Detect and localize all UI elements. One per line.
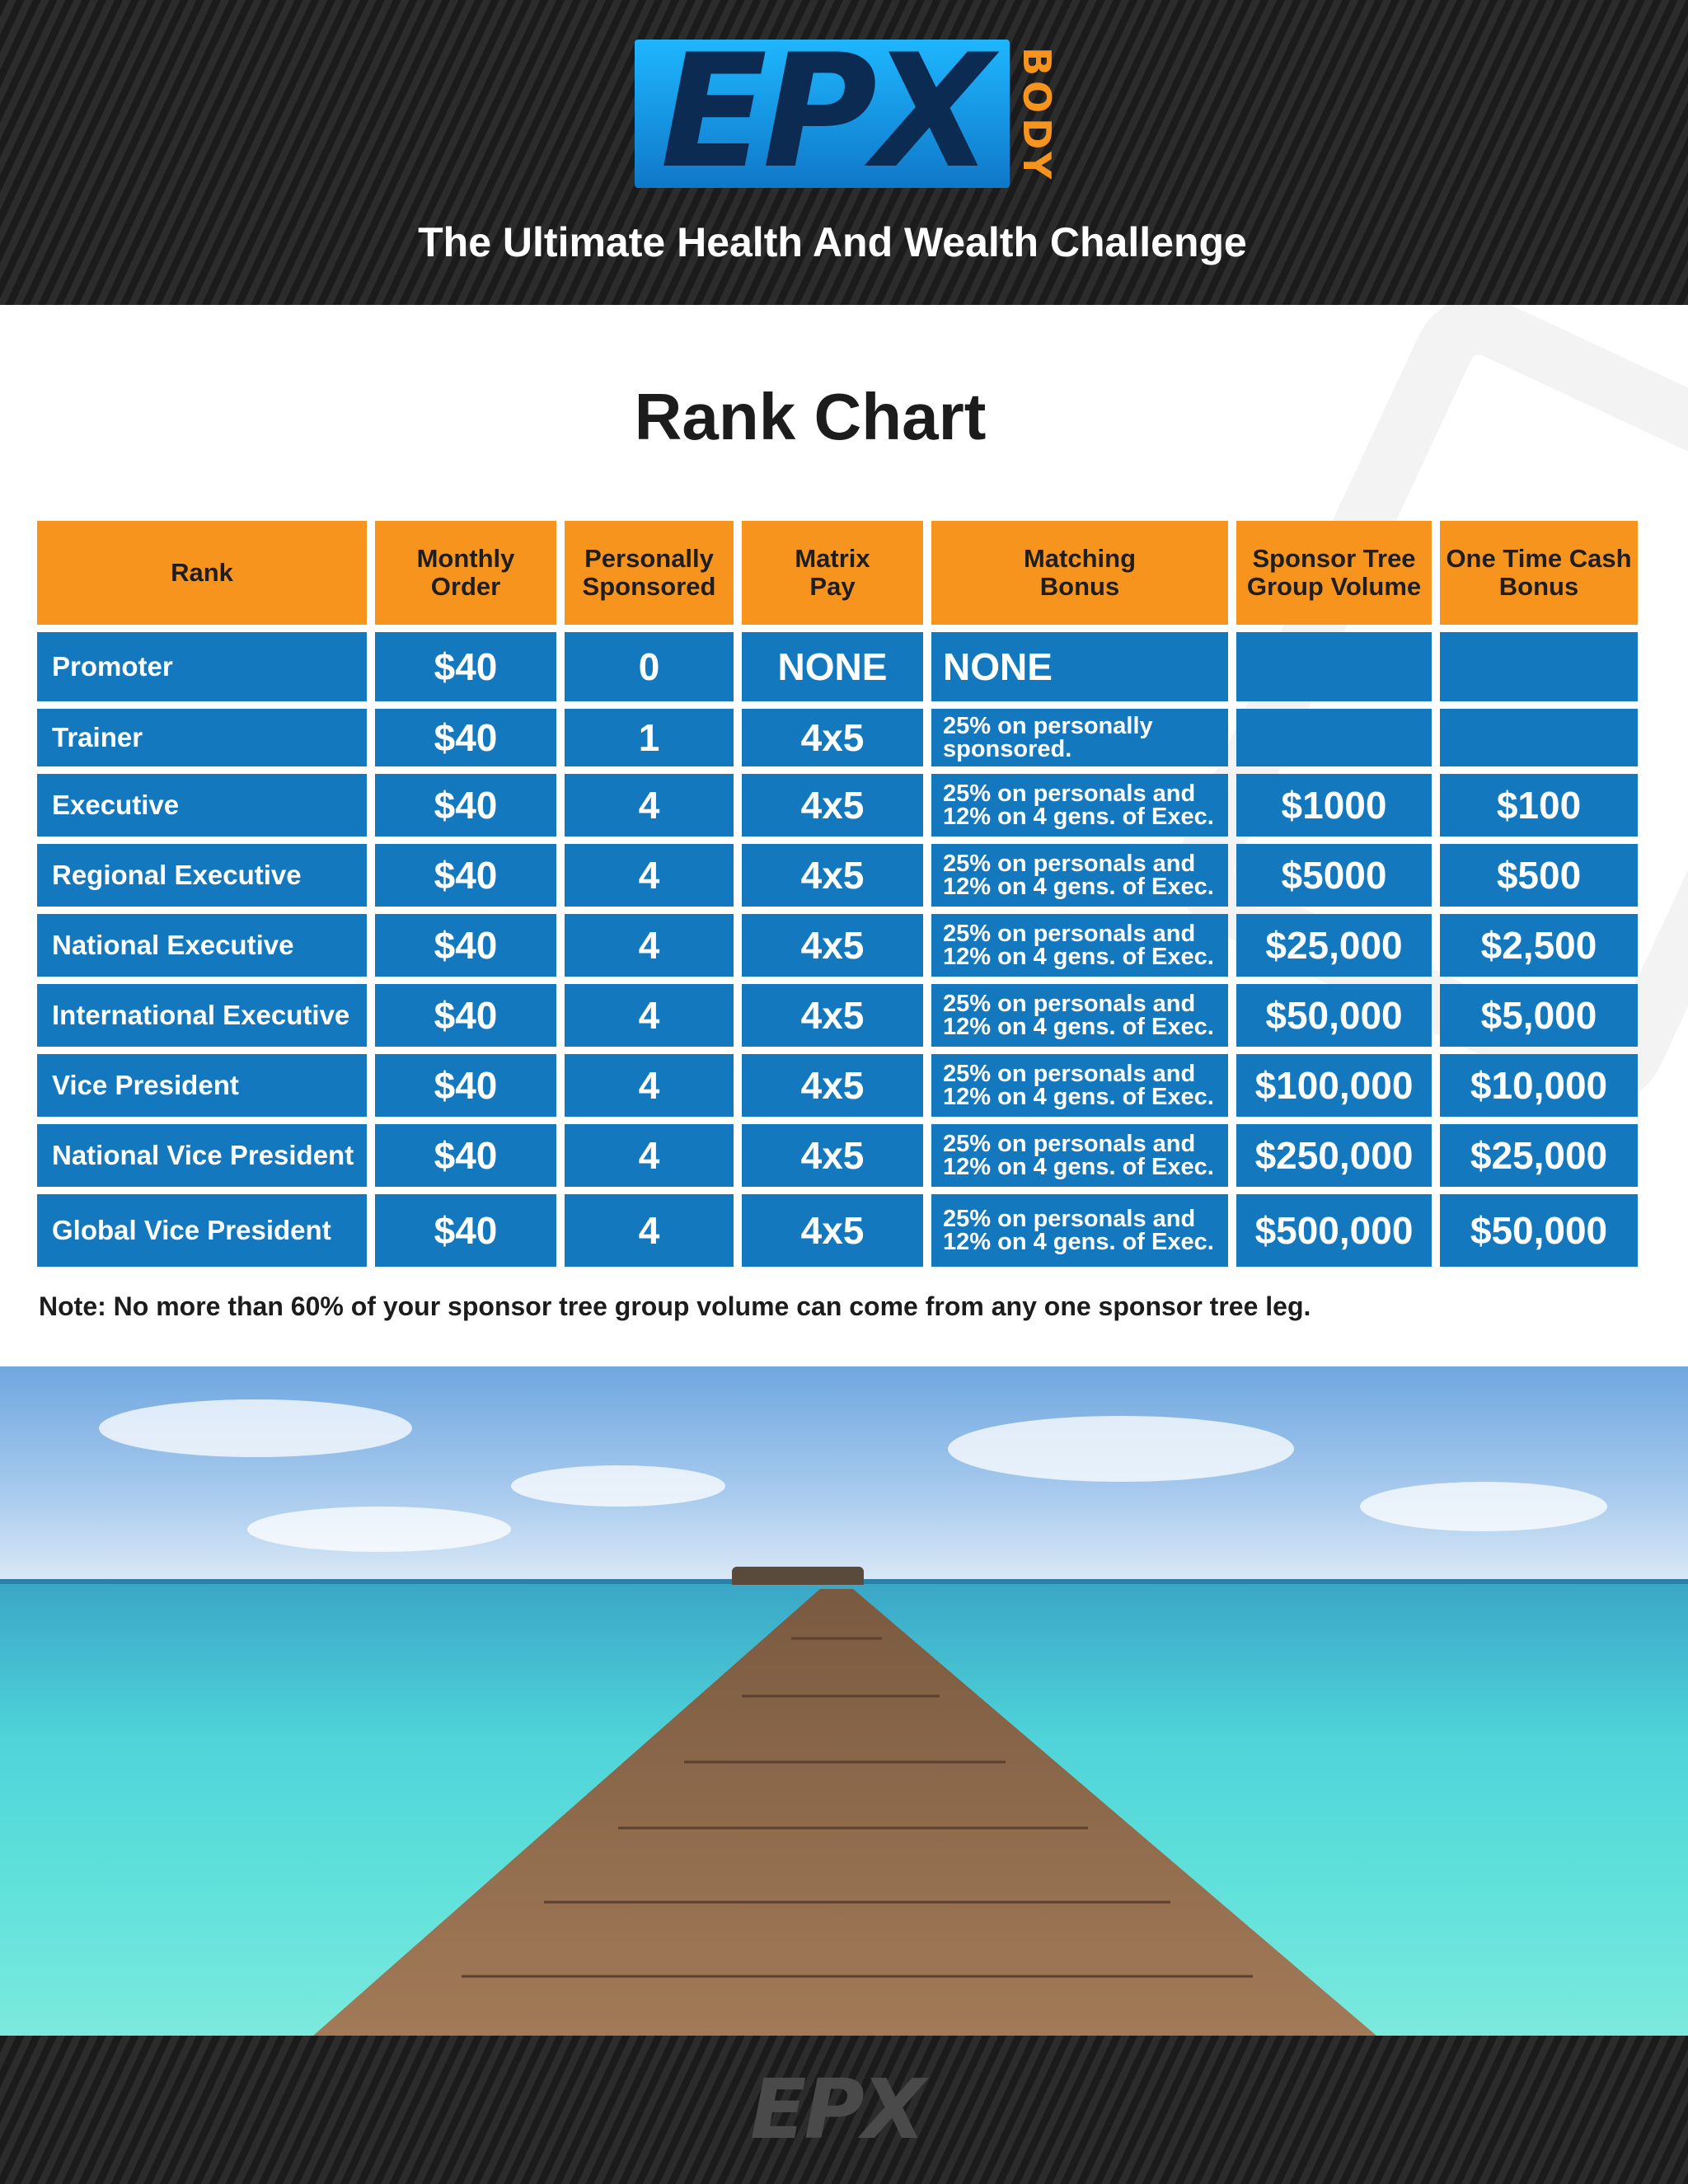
cash-bonus-cell: $2,500 [1440, 914, 1638, 977]
rank-cell: Trainer [37, 709, 367, 766]
column-header [37, 521, 367, 625]
logo-text: EPX [660, 21, 988, 203]
personally-sponsored-cell: 4 [565, 914, 734, 977]
matching-bonus-line: 25% on personals and [943, 1206, 1196, 1232]
matching-bonus-cell [931, 1054, 1228, 1117]
personally-sponsored-cell: 4 [565, 774, 734, 837]
personally-sponsored-cell: 4 [565, 1124, 734, 1187]
column-header-line: Sponsor Tree [1252, 544, 1416, 573]
group-volume-cell: $5000 [1236, 844, 1432, 907]
matching-bonus-line: 12% on 4 gens. of Exec. [943, 1229, 1214, 1255]
group-volume-cell [1236, 632, 1432, 701]
table-row [37, 984, 1638, 1047]
group-volume-cell: $250,000 [1236, 1124, 1432, 1187]
column-header-line: Matrix [795, 544, 870, 573]
monthly-order-cell: $40 [375, 984, 556, 1047]
personally-sponsored-cell: 4 [565, 844, 734, 907]
matrix-pay-cell: 4x5 [742, 984, 923, 1047]
table-row [37, 914, 1638, 977]
monthly-order-cell: $40 [375, 1124, 556, 1187]
pier-deck [313, 1589, 1376, 2036]
matching-bonus-cell: NONE [931, 632, 1228, 701]
matching-bonus-cell [931, 984, 1228, 1047]
tagline: The Ultimate Health And Wealth Challenge [418, 219, 1247, 265]
table-row [37, 632, 1638, 701]
rank-cell: Global Vice President [37, 1194, 367, 1267]
cash-bonus-cell: $25,000 [1440, 1124, 1638, 1187]
matching-bonus-line: 25% on personals and [943, 1131, 1196, 1157]
personally-sponsored-cell: 1 [565, 709, 734, 766]
column-header-line: Group Volume [1246, 572, 1422, 601]
header-banner [0, 0, 1688, 305]
column-header-line: Personally [584, 544, 714, 573]
matching-bonus-line: 12% on 4 gens. of Exec. [943, 1014, 1214, 1040]
matrix-pay-cell: 4x5 [742, 1124, 923, 1187]
logo-subtext: BODY [1015, 46, 1059, 185]
matching-bonus-line: 25% on personals and [943, 991, 1196, 1017]
column-header-line: Matching [1023, 544, 1137, 573]
group-volume-cell: $25,000 [1236, 914, 1432, 977]
cash-bonus-cell [1440, 709, 1638, 766]
column-header-line: Pay [809, 572, 856, 601]
matching-bonus-cell [931, 774, 1228, 837]
table-row [37, 844, 1638, 907]
matching-bonus-line: 12% on 4 gens. of Exec. [943, 804, 1214, 830]
matching-bonus-cell [931, 844, 1228, 907]
table-row [37, 1054, 1638, 1117]
cash-bonus-cell: $500 [1440, 844, 1638, 907]
matching-bonus-line: 12% on 4 gens. of Exec. [943, 874, 1214, 900]
rank-cell: Vice President [37, 1054, 367, 1117]
group-volume-cell: $1000 [1236, 774, 1432, 837]
monthly-order-cell: $40 [375, 1054, 556, 1117]
rank-cell: Promoter [37, 632, 367, 701]
table-row [37, 709, 1638, 766]
rank-cell: Regional Executive [37, 844, 367, 907]
column-header [375, 521, 556, 625]
matching-bonus-line: 25% on personals and [943, 851, 1196, 877]
matrix-pay-cell: 4x5 [742, 1054, 923, 1117]
matrix-pay-cell: 4x5 [742, 774, 923, 837]
matching-bonus-line: 25% on personals and [943, 780, 1196, 807]
matching-bonus-line: 25% on personals and [943, 1061, 1196, 1087]
epx-body-logo [635, 21, 1059, 203]
matching-bonus-cell [931, 1194, 1228, 1267]
personally-sponsored-cell: 4 [565, 984, 734, 1047]
beach-pier-photo [0, 1366, 1688, 2036]
rank-cell: National Executive [37, 914, 367, 977]
monthly-order-cell: $40 [375, 844, 556, 907]
footer-banner [0, 2036, 1688, 2184]
matrix-pay-cell: NONE [742, 632, 923, 701]
column-header [742, 521, 923, 625]
matrix-pay-cell: 4x5 [742, 1194, 923, 1267]
rank-cell: National Vice President [37, 1124, 367, 1187]
table-body [37, 632, 1638, 1267]
matrix-pay-cell: 4x5 [742, 914, 923, 977]
column-header-line: Sponsored [582, 572, 716, 601]
column-header [931, 521, 1228, 625]
column-header-line: One Time Cash [1446, 544, 1632, 573]
table-row [37, 1124, 1638, 1187]
cash-bonus-cell [1440, 632, 1638, 701]
matching-bonus-line: 12% on 4 gens. of Exec. [943, 944, 1214, 970]
page-title: Rank Chart [634, 380, 987, 453]
column-header-line: Bonus [1039, 572, 1120, 601]
rank-chart-section [0, 305, 1688, 1366]
rank-cell: International Executive [37, 984, 367, 1047]
matching-bonus-line: sponsored. [943, 736, 1072, 762]
monthly-order-cell: $40 [375, 774, 556, 837]
column-header-line: Rank [171, 558, 233, 587]
monthly-order-cell: $40 [375, 632, 556, 701]
matching-bonus-line: 12% on 4 gens. of Exec. [943, 1154, 1214, 1180]
matching-bonus-line: 25% on personals and [943, 921, 1196, 947]
matching-bonus-line: 12% on 4 gens. of Exec. [943, 1084, 1214, 1110]
rank-table [29, 513, 1646, 1274]
matching-bonus-cell [931, 914, 1228, 977]
column-header-line: Bonus [1498, 572, 1579, 601]
column-header-line: Order [430, 572, 501, 601]
table-header-row [37, 521, 1638, 625]
group-volume-cell: $50,000 [1236, 984, 1432, 1047]
group-volume-cell: $500,000 [1236, 1194, 1432, 1267]
matching-bonus-cell [931, 709, 1228, 766]
rank-cell: Executive [37, 774, 367, 837]
cash-bonus-cell: $50,000 [1440, 1194, 1638, 1267]
monthly-order-cell: $40 [375, 1194, 556, 1267]
table-row [37, 1194, 1638, 1267]
pier [0, 1366, 1688, 2036]
footer-logo: EPX [750, 2061, 923, 2158]
matching-bonus-line: 25% on personally [943, 713, 1153, 739]
matrix-pay-cell: 4x5 [742, 709, 923, 766]
cash-bonus-cell: $10,000 [1440, 1054, 1638, 1117]
monthly-order-cell: $40 [375, 914, 556, 977]
footnote: Note: No more than 60% of your sponsor tree group volume can come from any one sponsor tree leg. [39, 1291, 1311, 1321]
monthly-order-cell: $40 [375, 709, 556, 766]
column-header [1440, 521, 1638, 625]
personally-sponsored-cell: 4 [565, 1054, 734, 1117]
column-header [1236, 521, 1432, 625]
matching-bonus-cell [931, 1124, 1228, 1187]
column-header-line: Monthly [416, 544, 515, 573]
table-row [37, 774, 1638, 837]
matrix-pay-cell: 4x5 [742, 844, 923, 907]
group-volume-cell [1236, 709, 1432, 766]
column-header [565, 521, 734, 625]
personally-sponsored-cell: 4 [565, 1194, 734, 1267]
group-volume-cell: $100,000 [1236, 1054, 1432, 1117]
cash-bonus-cell: $100 [1440, 774, 1638, 837]
personally-sponsored-cell: 0 [565, 632, 734, 701]
cash-bonus-cell: $5,000 [1440, 984, 1638, 1047]
